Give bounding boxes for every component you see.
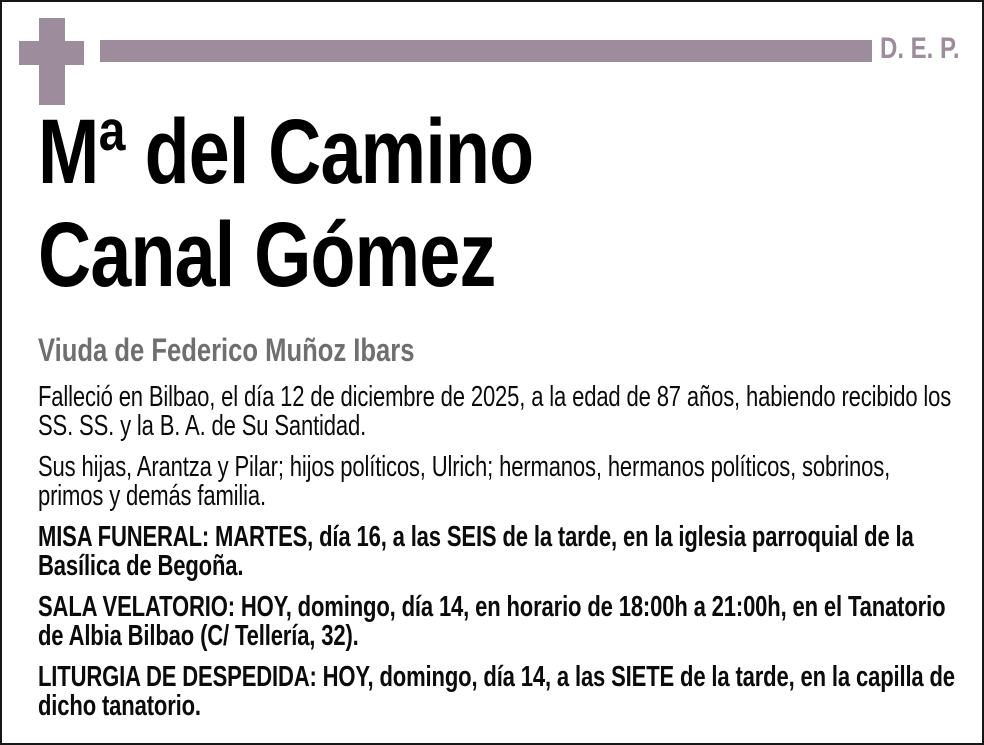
deceased-name bbox=[38, 101, 958, 307]
farewell-liturgy-paragraph: LITURGIA DE DESPEDIDA: HOY, domingo, día 14, a las SIETE de la tarde, en la capilla de dicho tanatorio. bbox=[38, 661, 955, 722]
deceased-relation-subtitle: Viuda de Federico Muñoz Ibars bbox=[38, 332, 415, 368]
cross-icon-horizontal-bar bbox=[19, 41, 84, 65]
wake-room-paragraph: SALA VELATORIO: HOY, domingo, día 14, en horario de 18:00h a 21:00h, en el Tanatorio de Albia Bilbao (C/ Tellería, 32). bbox=[38, 591, 946, 652]
funeral-mass-paragraph: MISA FUNERAL: MARTES, día 16, a las SEIS de la tarde, en la iglesia parroquial de la Basílica de Begoña. bbox=[38, 521, 914, 582]
notice-content bbox=[38, 101, 958, 733]
family-paragraph: Sus hijas, Arantza y Pilar; hijos políticos, Ulrich; hermanos, hermanos políticos, sobrinos, primos y demás familia. bbox=[38, 451, 891, 512]
death-announcement-paragraph: Falleció en Bilbao, el día 12 de diciembre de 2025, a la edad de 87 años, habiendo recibido los SS. SS. y la B. A. de Su Santidad. bbox=[38, 381, 952, 442]
deceased-name-line-2: Canal Gómez bbox=[38, 204, 496, 306]
header-rule bbox=[100, 40, 872, 62]
notice-paragraphs bbox=[38, 383, 958, 721]
dep-label: D. E. P. bbox=[880, 32, 960, 65]
deceased-name-line-1: Mª del Camino bbox=[38, 101, 534, 203]
